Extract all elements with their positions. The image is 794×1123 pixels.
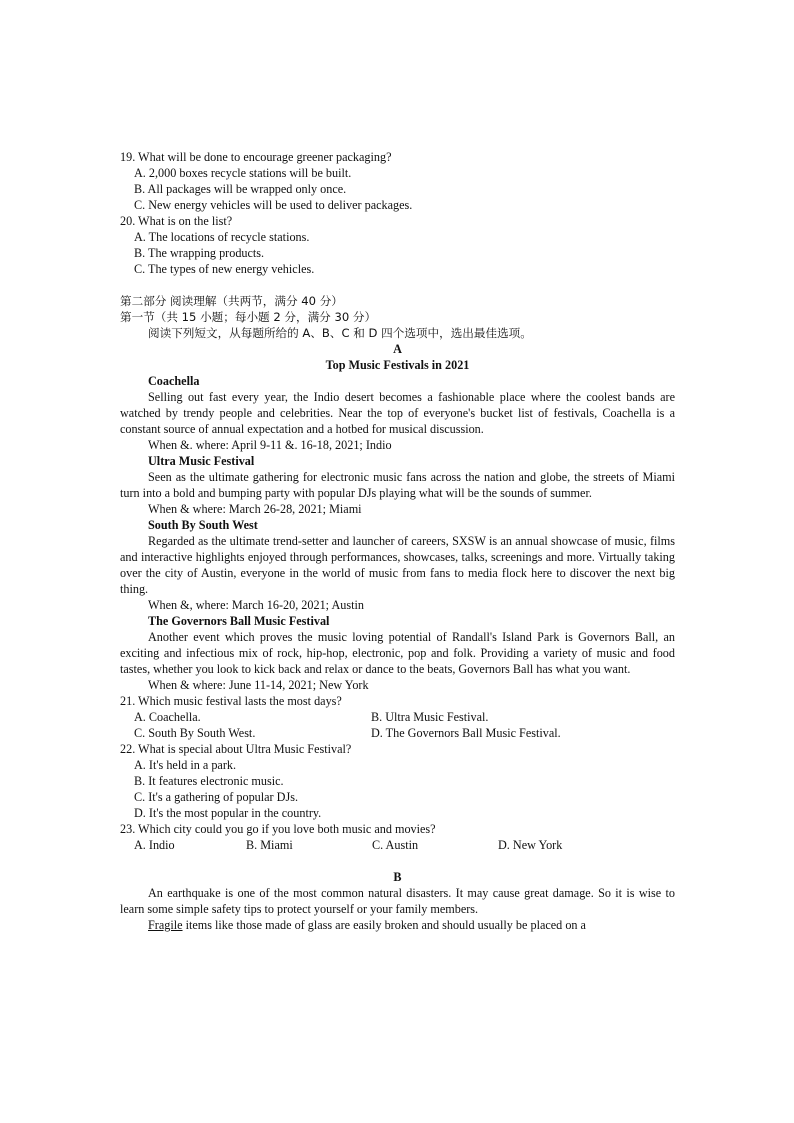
q23-option-c: C. Austin <box>372 838 419 852</box>
festival-text-sxsw: Regarded as the ultimate trend-setter and launcher of careers, SXSW is an annual showcase of music, films and interactive highlights enjoyed through performances, showcases, talks, screenings and more. Virtually taking over the city of Austin, everyone in the world of music from fans to media flock here to discover the next big thing. <box>120 534 675 596</box>
q22-option-c: C. It's a gathering of popular DJs. <box>134 790 298 804</box>
q21-option-b: B. Ultra Music Festival. <box>371 710 489 724</box>
q21-options-row-2 <box>120 725 675 741</box>
festival-when-coachella: When &. where: April 9-11 &. 16-18, 2021; Indio <box>148 438 392 452</box>
q19-option-b: B. All packages will be wrapped only once. <box>134 182 347 196</box>
festival-when-sxsw: When &, where: March 16-20, 2021; Austin <box>148 598 364 612</box>
question-20: 20. What is on the list? <box>120 214 233 228</box>
q23-option-d: D. New York <box>498 838 563 852</box>
part2-heading: 第二部分 阅读理解（共两节，满分 40 分） <box>120 294 343 308</box>
festival-name-sxsw: South By South West <box>148 518 258 532</box>
q19-option-a: A. 2,000 boxes recycle stations will be built. <box>134 166 352 180</box>
question-19: 19. What will be done to encourage greener packaging? <box>120 150 392 164</box>
q21-option-d: D. The Governors Ball Music Festival. <box>371 726 561 740</box>
spacer <box>120 277 675 293</box>
question-21: 21. Which music festival lasts the most days? <box>120 694 342 708</box>
q22-option-d: D. It's the most popular in the country. <box>134 806 322 820</box>
q23-options-row <box>120 837 675 853</box>
passage-a-title: Top Music Festivals in 2021 <box>325 358 470 372</box>
passage-b-paragraph-2 <box>120 917 675 933</box>
q19-option-c: C. New energy vehicles will be used to deliver packages. <box>134 198 413 212</box>
q22-option-a: A. It's held in a park. <box>134 758 237 772</box>
q20-option-c: C. The types of new energy vehicles. <box>134 262 315 276</box>
passage-a-letter: A <box>393 342 402 356</box>
underlined-word-fragile: Fragile <box>148 918 183 932</box>
festival-name-coachella: Coachella <box>148 374 200 388</box>
festival-text-coachella: Selling out fast every year, the Indio desert becomes a fashionable place where the coolest bands are watched by trendy people and celebrities. Near the top of everyone's bucket list of festivals, Coachella is a constant source of annual expectation and a hotbed for musical discussion. <box>120 390 675 436</box>
instruction: 阅读下列短文，从每题所给的 A、B、C 和 D 四个选项中，选出最佳选项。 <box>148 326 532 340</box>
festival-name-governors-ball: The Governors Ball Music Festival <box>148 614 330 628</box>
passage-b-paragraph-2-text: items like those made of glass are easily broken and should usually be placed on a <box>182 918 586 932</box>
q21-options-row-1 <box>120 709 675 725</box>
q20-option-a: A. The locations of recycle stations. <box>134 230 310 244</box>
q21-option-c: C. South By South West. <box>134 726 256 740</box>
festival-when-ultra: When & where: March 26-28, 2021; Miami <box>148 502 362 516</box>
spacer <box>120 853 675 869</box>
q22-option-b: B. It features electronic music. <box>134 774 284 788</box>
question-22: 22. What is special about Ultra Music Festival? <box>120 742 352 756</box>
festival-text-ultra: Seen as the ultimate gathering for electronic music fans across the nation and globe, the streets of Miami turn into a bold and bumping party with popular DJs playing what will be the sounds of summer. <box>120 470 675 500</box>
q21-option-a: A. Coachella. <box>134 710 201 724</box>
passage-b-letter: B <box>393 870 402 884</box>
q23-option-b: B. Miami <box>246 838 293 852</box>
question-23: 23. Which city could you go if you love both music and movies? <box>120 822 436 836</box>
festival-when-governors-ball: When & where: June 11-14, 2021; New York <box>148 678 369 692</box>
q20-option-b: B. The wrapping products. <box>134 246 265 260</box>
section1-heading: 第一节（共 15 小题；每小题 2 分，满分 30 分） <box>120 310 377 324</box>
exam-page <box>120 149 675 933</box>
festival-text-governors-ball: Another event which proves the music loving potential of Randall's Island Park is Governors Ball, an exciting and infectious mix of rock, hip-hop, electronic, pop and folk. Providing a variety of music and food tastes, whether you look to kick back and relax or dance to the beats, Governors Ball has what you want. <box>120 630 675 676</box>
q23-option-a: A. Indio <box>134 838 175 852</box>
passage-b-paragraph-1: An earthquake is one of the most common natural disasters. It may cause great damage. So it is wise to learn some simple safety tips to protect yourself or your family members. <box>120 886 675 916</box>
festival-name-ultra: Ultra Music Festival <box>148 454 255 468</box>
